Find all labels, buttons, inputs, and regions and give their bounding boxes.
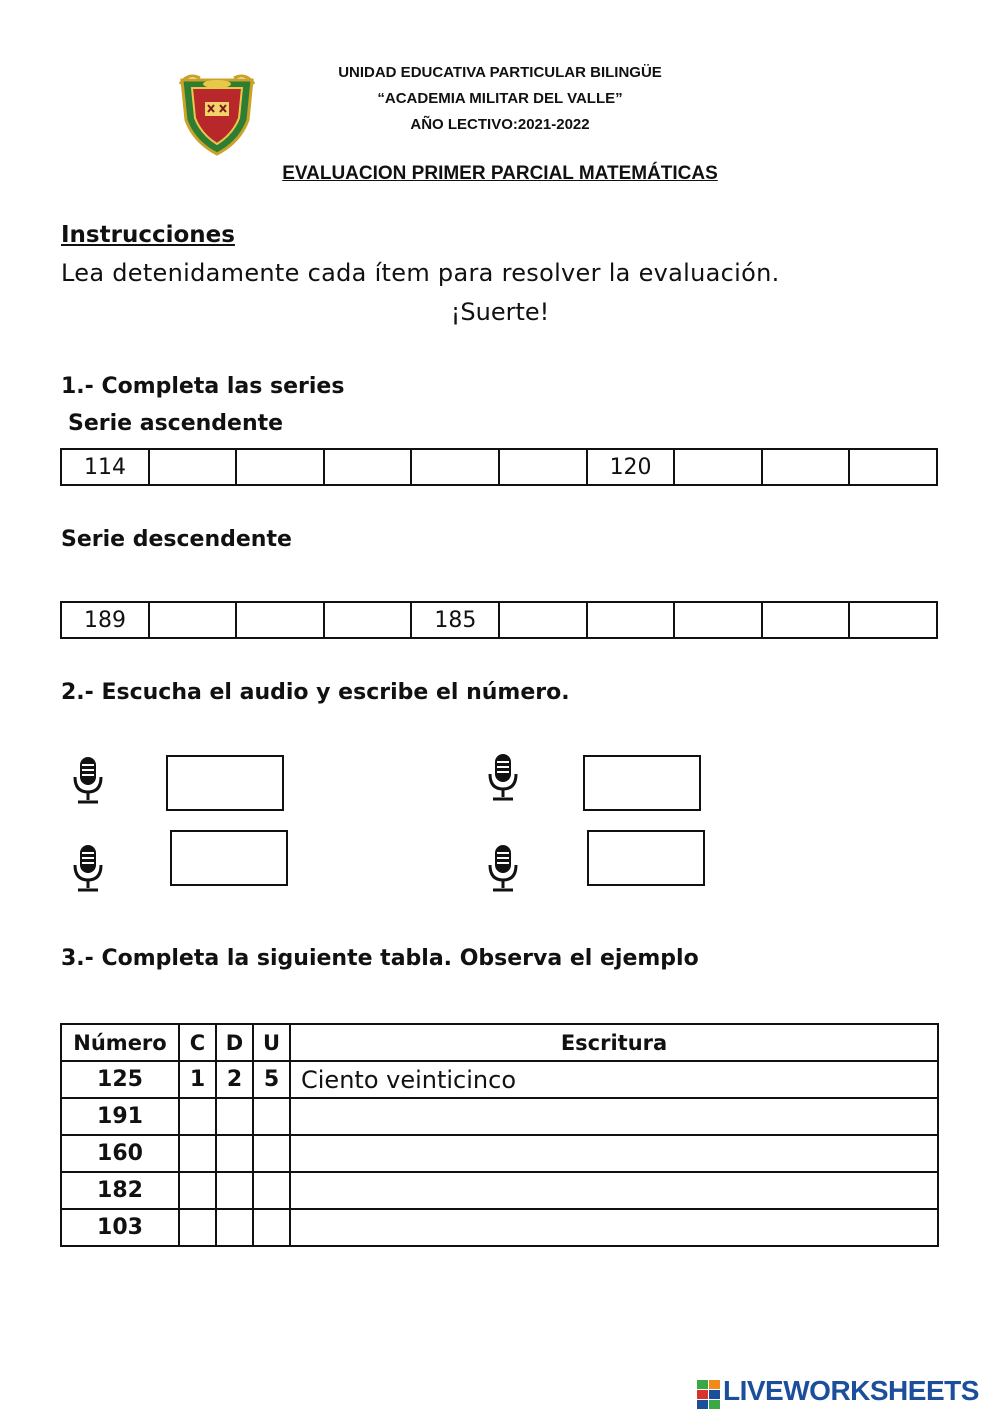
number-cell: 182 bbox=[61, 1172, 179, 1209]
writing-cell: Ciento veinticinco bbox=[290, 1061, 938, 1098]
series-cell[interactable]: 189 bbox=[61, 602, 149, 638]
exam-title: EVALUACION PRIMER PARCIAL MATEMÁTICAS bbox=[282, 163, 718, 184]
tens-cell[interactable] bbox=[216, 1172, 253, 1209]
school-year: AÑO LECTIVO:2021-2022 bbox=[410, 116, 590, 133]
series-cell[interactable] bbox=[499, 449, 587, 485]
series-cell[interactable] bbox=[762, 449, 850, 485]
writing-cell[interactable] bbox=[290, 1135, 938, 1172]
series-cell[interactable] bbox=[674, 602, 762, 638]
series-cell[interactable] bbox=[762, 602, 850, 638]
microphone-icon[interactable] bbox=[487, 843, 519, 893]
instructions-text: Lea detenidamente cada ítem para resolver la evaluación. bbox=[61, 259, 780, 287]
school-name-line2: “ACADEMIA MILITAR DEL VALLE” bbox=[377, 90, 623, 107]
hundreds-cell[interactable] bbox=[179, 1135, 216, 1172]
header-u: U bbox=[253, 1024, 290, 1061]
series-cell[interactable] bbox=[587, 602, 675, 638]
liveworksheets-logo-icon bbox=[697, 1378, 721, 1412]
audio-answer-box[interactable] bbox=[583, 755, 701, 811]
series-cell[interactable] bbox=[411, 449, 499, 485]
descending-series-table bbox=[60, 601, 938, 639]
microphone-icon[interactable] bbox=[72, 843, 104, 893]
header-numero: Número bbox=[61, 1024, 179, 1061]
series-cell[interactable] bbox=[849, 449, 937, 485]
hundreds-cell[interactable] bbox=[179, 1098, 216, 1135]
units-cell[interactable] bbox=[253, 1209, 290, 1246]
microphone-icon[interactable] bbox=[72, 755, 104, 805]
audio-answer-box[interactable] bbox=[170, 830, 288, 886]
header-escritura: Escritura bbox=[290, 1024, 938, 1061]
series-cell[interactable] bbox=[674, 449, 762, 485]
microphone-icon[interactable] bbox=[487, 752, 519, 802]
school-name-line1: UNIDAD EDUCATIVA PARTICULAR BILINGÜE bbox=[338, 64, 662, 81]
series-cell[interactable] bbox=[149, 602, 237, 638]
section2-title: 2.- Escucha el audio y escribe el número. bbox=[61, 680, 570, 705]
series-cell[interactable] bbox=[236, 449, 324, 485]
units-cell[interactable] bbox=[253, 1098, 290, 1135]
series-cell[interactable] bbox=[236, 602, 324, 638]
units-cell[interactable] bbox=[253, 1172, 290, 1209]
good-luck-text: ¡Suerte! bbox=[450, 298, 550, 326]
place-value-table bbox=[60, 1023, 939, 1247]
series-cell[interactable]: 114 bbox=[61, 449, 149, 485]
number-cell: 125 bbox=[61, 1061, 179, 1098]
writing-cell[interactable] bbox=[290, 1098, 938, 1135]
table-row bbox=[61, 1209, 938, 1246]
section3-title: 3.- Completa la siguiente tabla. Observa el ejemplo bbox=[61, 946, 699, 971]
liveworksheets-brand: LIVEWORKSHEETS bbox=[723, 1375, 979, 1406]
number-cell: 191 bbox=[61, 1098, 179, 1135]
tens-cell: 2 bbox=[216, 1061, 253, 1098]
number-cell: 103 bbox=[61, 1209, 179, 1246]
units-cell: 5 bbox=[253, 1061, 290, 1098]
descending-label: Serie descendente bbox=[61, 527, 292, 552]
table-row bbox=[61, 1098, 938, 1135]
table-row bbox=[61, 1172, 938, 1209]
header-c: C bbox=[179, 1024, 216, 1061]
table-row bbox=[61, 1135, 938, 1172]
hundreds-cell[interactable] bbox=[179, 1172, 216, 1209]
instructions-heading: Instrucciones bbox=[61, 222, 235, 248]
table-row bbox=[61, 1061, 938, 1098]
writing-cell[interactable] bbox=[290, 1172, 938, 1209]
hundreds-cell: 1 bbox=[179, 1061, 216, 1098]
section1-title: 1.- Completa las series bbox=[61, 374, 345, 399]
series-cell[interactable] bbox=[149, 449, 237, 485]
series-cell[interactable] bbox=[849, 602, 937, 638]
ascending-label: Serie ascendente bbox=[68, 411, 284, 436]
units-cell[interactable] bbox=[253, 1135, 290, 1172]
ascending-series-table bbox=[60, 448, 938, 486]
series-cell[interactable] bbox=[324, 449, 412, 485]
audio-answer-box[interactable] bbox=[587, 830, 705, 886]
tens-cell[interactable] bbox=[216, 1098, 253, 1135]
series-cell[interactable]: 185 bbox=[411, 602, 499, 638]
writing-cell[interactable] bbox=[290, 1209, 938, 1246]
tens-cell[interactable] bbox=[216, 1209, 253, 1246]
hundreds-cell[interactable] bbox=[179, 1209, 216, 1246]
number-cell: 160 bbox=[61, 1135, 179, 1172]
series-cell[interactable] bbox=[324, 602, 412, 638]
tens-cell[interactable] bbox=[216, 1135, 253, 1172]
series-cell[interactable] bbox=[499, 602, 587, 638]
series-cell[interactable]: 120 bbox=[587, 449, 675, 485]
audio-answer-box[interactable] bbox=[166, 755, 284, 811]
header-d: D bbox=[216, 1024, 253, 1061]
